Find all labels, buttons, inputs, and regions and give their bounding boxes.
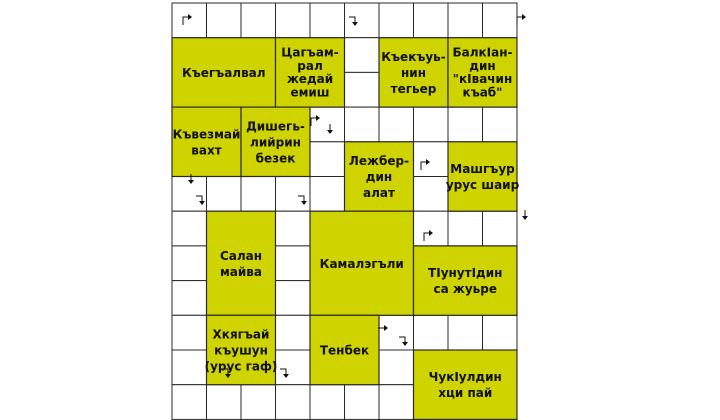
answer-cell[interactable] [448,107,483,142]
clue-text-line: Цагъам- [281,45,339,60]
answer-cell[interactable] [172,246,207,281]
clue-text-line: Камалэгъли [319,256,404,271]
clue-text-line: Лежбер- [348,154,410,168]
answer-cell[interactable] [276,177,311,212]
clue-text-line: Хкягъай [212,327,270,342]
clue-block-c12 [205,315,278,384]
answer-cell[interactable] [379,3,414,38]
clue-text-line: хци пай [438,386,493,401]
clue-text-line: Тенбек [319,343,370,358]
clue-block-c6 [241,107,310,176]
clue-block-c10 [310,211,414,315]
clue-text-line: вахт [191,143,222,158]
clue-background [207,211,276,315]
clue-text-line: тегьер [390,81,437,96]
answer-cell[interactable] [448,211,483,246]
answer-cell[interactable] [379,315,414,350]
clue-text-line: алат [363,186,395,200]
clue-block-c3 [379,38,448,107]
answer-cell[interactable] [414,177,449,212]
clue-text-line: лийрин [250,135,301,150]
answer-cell[interactable] [207,177,242,212]
clue-text-line: ЧукIулдин [428,370,502,385]
answer-cell[interactable] [414,211,449,246]
answer-cell[interactable] [345,107,380,142]
clue-text-line: Машгъур [450,162,515,176]
clue-text-line: Дишегь- [246,119,305,134]
answer-cell[interactable] [379,385,414,420]
clue-text-line: Къекъуь- [381,49,446,64]
answer-cell[interactable] [414,315,449,350]
clue-text-line: Къегъалвал [181,65,266,80]
clue-block-c2 [276,38,345,107]
answer-cell[interactable] [448,315,483,350]
clue-text-line: (урус гаф) [204,359,278,374]
clue-text-line: безек [255,151,296,166]
clue-background [414,246,518,315]
answer-cell[interactable] [310,107,345,142]
answer-cell[interactable] [345,385,380,420]
clue-block-c9 [207,211,276,315]
clue-text-line: са жуьре [433,282,497,297]
answer-cell[interactable] [276,3,311,38]
answer-cell[interactable] [414,142,449,177]
answer-cell[interactable] [241,385,276,420]
clue-block-c14 [414,350,518,419]
answer-cell[interactable] [310,385,345,420]
answer-cell[interactable] [345,72,380,107]
clue-block-c4 [448,38,517,107]
answer-cell[interactable] [276,281,311,316]
clue-text-line: къушун [214,343,268,358]
answer-cell[interactable] [310,177,345,212]
answer-cell[interactable] [172,211,207,246]
answer-cell[interactable] [414,3,449,38]
answer-cell[interactable] [414,107,449,142]
clue-text-line: Къвезмай [172,127,241,142]
answer-cell[interactable] [483,107,518,142]
clue-text-line: урус шаир [445,178,520,192]
clue-text-line: майва [219,264,263,279]
clue-text-line: жедай [286,72,334,87]
answer-cell[interactable] [379,107,414,142]
answer-cell[interactable] [483,3,518,38]
answer-cell[interactable] [241,177,276,212]
clue-text-line: емиш [290,85,330,100]
clue-block-c1 [172,38,276,107]
direction-arrow-icon [522,210,528,220]
answer-cell[interactable] [172,3,207,38]
answer-cell[interactable] [172,281,207,316]
answer-cell[interactable] [172,350,207,385]
clue-block-c5 [172,107,241,176]
answer-cell[interactable] [310,3,345,38]
clue-background [172,107,241,176]
clue-text-line: "кIвачин [452,72,513,87]
answer-cell[interactable] [345,3,380,38]
answer-cell[interactable] [345,38,380,73]
clue-text-line: нин [401,65,426,80]
answer-cell[interactable] [483,315,518,350]
answer-cell[interactable] [172,385,207,420]
answer-cell[interactable] [207,3,242,38]
answer-cell[interactable] [276,315,311,350]
answer-cell[interactable] [172,315,207,350]
clue-block-c7 [345,142,414,211]
answer-cell[interactable] [172,177,207,212]
answer-cell[interactable] [207,385,242,420]
clue-text-line: ТIунутIдин [428,266,503,281]
clue-block-c13 [310,315,379,384]
clue-background [448,142,517,211]
clue-background [414,350,518,419]
clue-block-c8 [446,142,520,211]
clue-text-line: рал [297,58,323,73]
answer-cell[interactable] [241,3,276,38]
clue-text-line: дин [469,58,496,73]
answer-cell[interactable] [448,3,483,38]
answer-cell[interactable] [379,350,414,385]
clue-block-c11 [414,246,518,315]
clue-text-line: Салан [219,248,263,263]
clue-text-line: БалкIан- [452,45,513,60]
answer-cell[interactable] [483,211,518,246]
answer-cell[interactable] [276,211,311,246]
answer-cell[interactable] [276,350,311,385]
answer-cell[interactable] [276,385,311,420]
clue-text-line: дин [365,170,393,184]
direction-arrow-icon [517,14,526,25]
answer-cell[interactable] [276,246,311,281]
clue-text-line: къаб" [462,85,503,100]
answer-cell[interactable] [310,142,345,177]
